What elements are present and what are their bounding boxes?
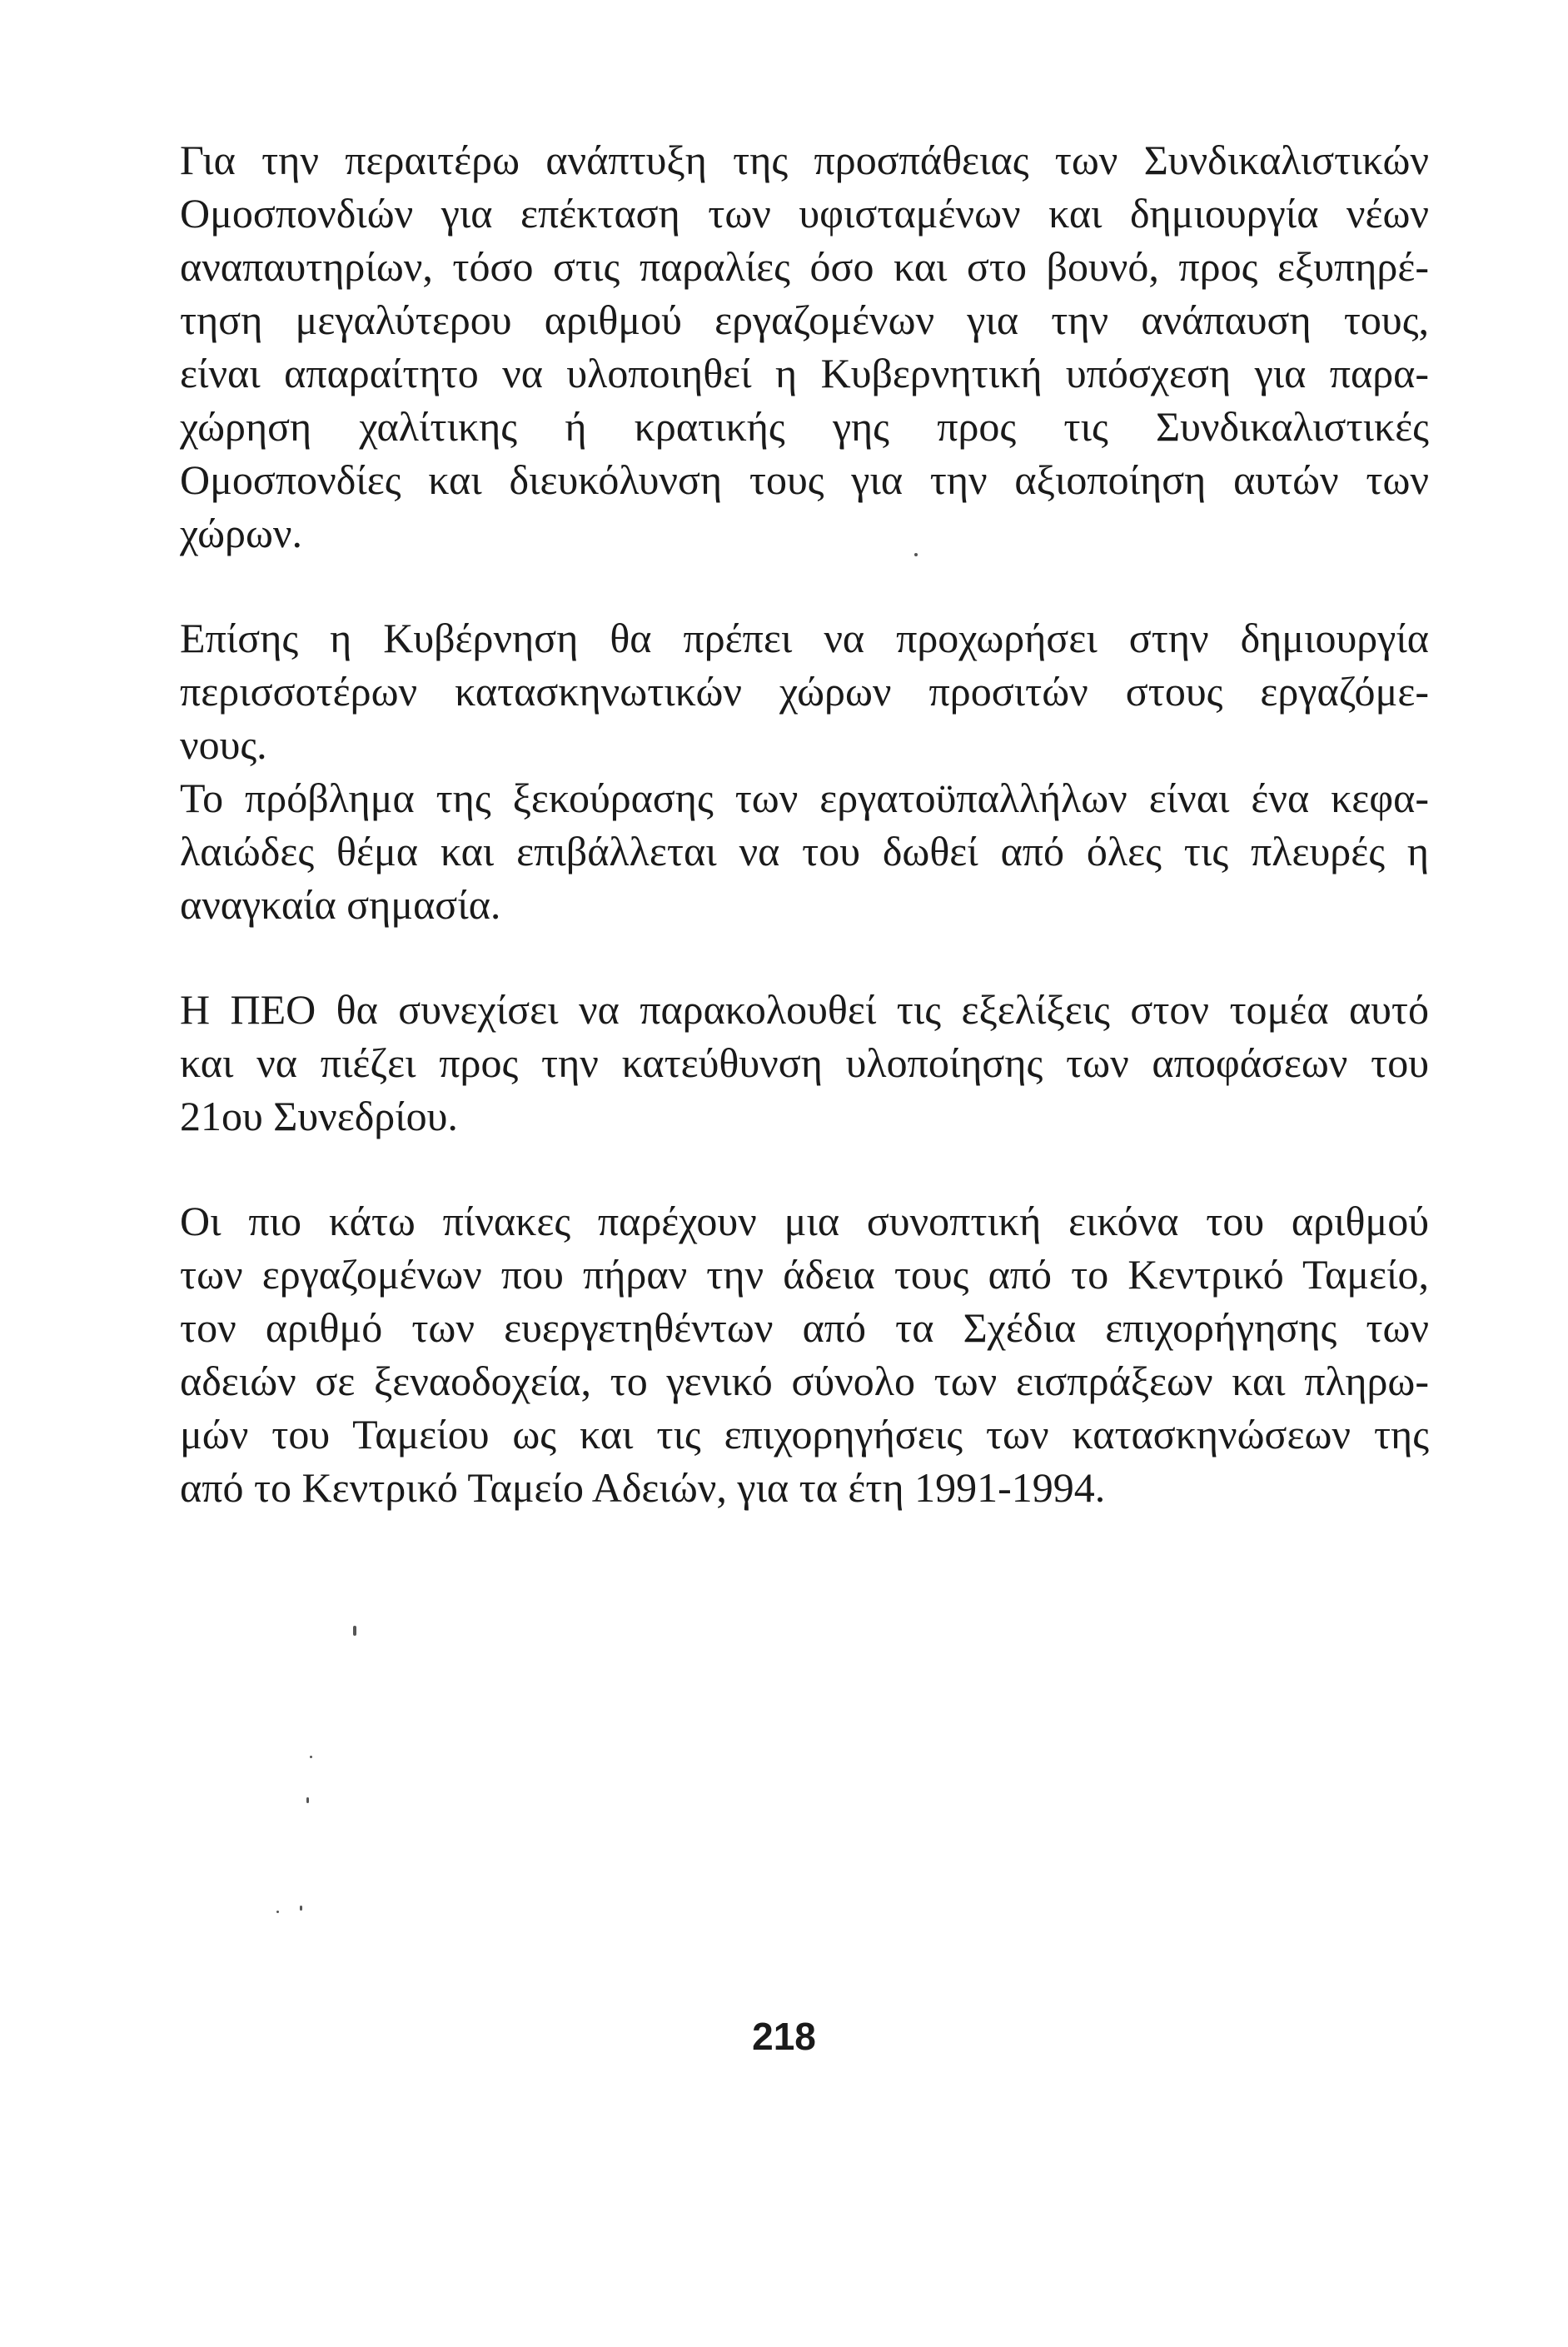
text-line: αναγκαία σημασία. xyxy=(180,881,501,928)
body-text xyxy=(180,133,1429,1514)
text-line: αδειών σε ξεναοδοχεία, το γενικό σύνολο των εισπράξεων και πληρω- xyxy=(180,1358,1429,1404)
text-line: τηση μεγαλύτερου αριθμού εργαζομένων για την ανάπαυση τους, xyxy=(180,296,1429,343)
scan-speck xyxy=(276,1911,279,1913)
paragraph-1 xyxy=(180,133,1429,560)
scan-speck xyxy=(310,1756,312,1758)
text-line: και να πιέζει προς την κατεύθυνση υλοποίησης των αποφάσεων του xyxy=(180,1039,1429,1086)
scan-speck xyxy=(306,1797,309,1803)
text-line: Ομοσπονδίες και διευκόλυνση τους για την αξιοποίηση αυτών των xyxy=(180,456,1429,503)
paragraph-3 xyxy=(180,771,1429,931)
text-line: 21ου Συνεδρίου. xyxy=(180,1093,458,1139)
text-line: Οι πιο κάτω πίνακες παρέχουν μια συνοπτική εικόνα του αριθμού xyxy=(180,1198,1429,1244)
text-line: μών του Ταμείου ως και τις επιχορηγήσεις των κατασκηνώσεων της xyxy=(180,1411,1429,1458)
scan-speck xyxy=(353,1626,356,1636)
text-line: Η ΠΕΟ θα συνεχίσει να παρακολουθεί τις εξελίξεις στον τομέα αυτό xyxy=(180,986,1429,1033)
text-line: Για την περαιτέρω ανάπτυξη της προσπάθειας των Συνδικαλιστικών xyxy=(180,137,1429,183)
paragraph-2 xyxy=(180,611,1429,771)
scan-speck xyxy=(300,1906,302,1911)
text-line: χώρων. xyxy=(180,510,302,556)
text-line: λαιώδες θέμα και επιβάλλεται να του δωθεί από όλες τις πλευρές η xyxy=(180,828,1429,875)
text-line: τον αριθμό των ευεργετηθέντων από τα Σχέδια επιχορήγησης των xyxy=(180,1304,1429,1351)
text-line: χώρηση χαλίτικης ή κρατικής γης προς τις Συνδικαλιστικές xyxy=(180,403,1429,450)
text-line: αναπαυτηρίων, τόσο στις παραλίες όσο και στο βουνό, προς εξυπηρέ- xyxy=(180,243,1429,290)
text-line: από το Κεντρικό Ταμείο Αδειών, για τα έτη 1991-1994. xyxy=(180,1464,1106,1511)
text-line: Επίσης η Κυβέρνηση θα πρέπει να προχωρήσει στην δημιουργία xyxy=(180,615,1429,661)
page-number: 218 xyxy=(752,2015,816,2058)
text-line: Ομοσπονδιών για επέκταση των υφισταμένων και δημιουργία νέων xyxy=(180,190,1429,237)
text-line: είναι απαραίτητο να υλοποιηθεί η Κυβερνητική υπόσχεση για παρα- xyxy=(180,350,1429,396)
text-line: νους. xyxy=(180,721,267,768)
scan-speck xyxy=(914,553,918,556)
text-line: περισσοτέρων κατασκηνωτικών χώρων προσιτών στους εργαζόμε- xyxy=(180,668,1429,715)
paragraph-4 xyxy=(180,983,1429,1143)
paragraph-5 xyxy=(180,1194,1429,1514)
text-line: Το πρόβλημα της ξεκούρασης των εργατοϋπαλλήλων είναι ένα κεφα- xyxy=(180,775,1429,821)
text-line: των εργαζομένων που πήραν την άδεια τους από το Κεντρικό Ταμείο, xyxy=(180,1251,1429,1298)
